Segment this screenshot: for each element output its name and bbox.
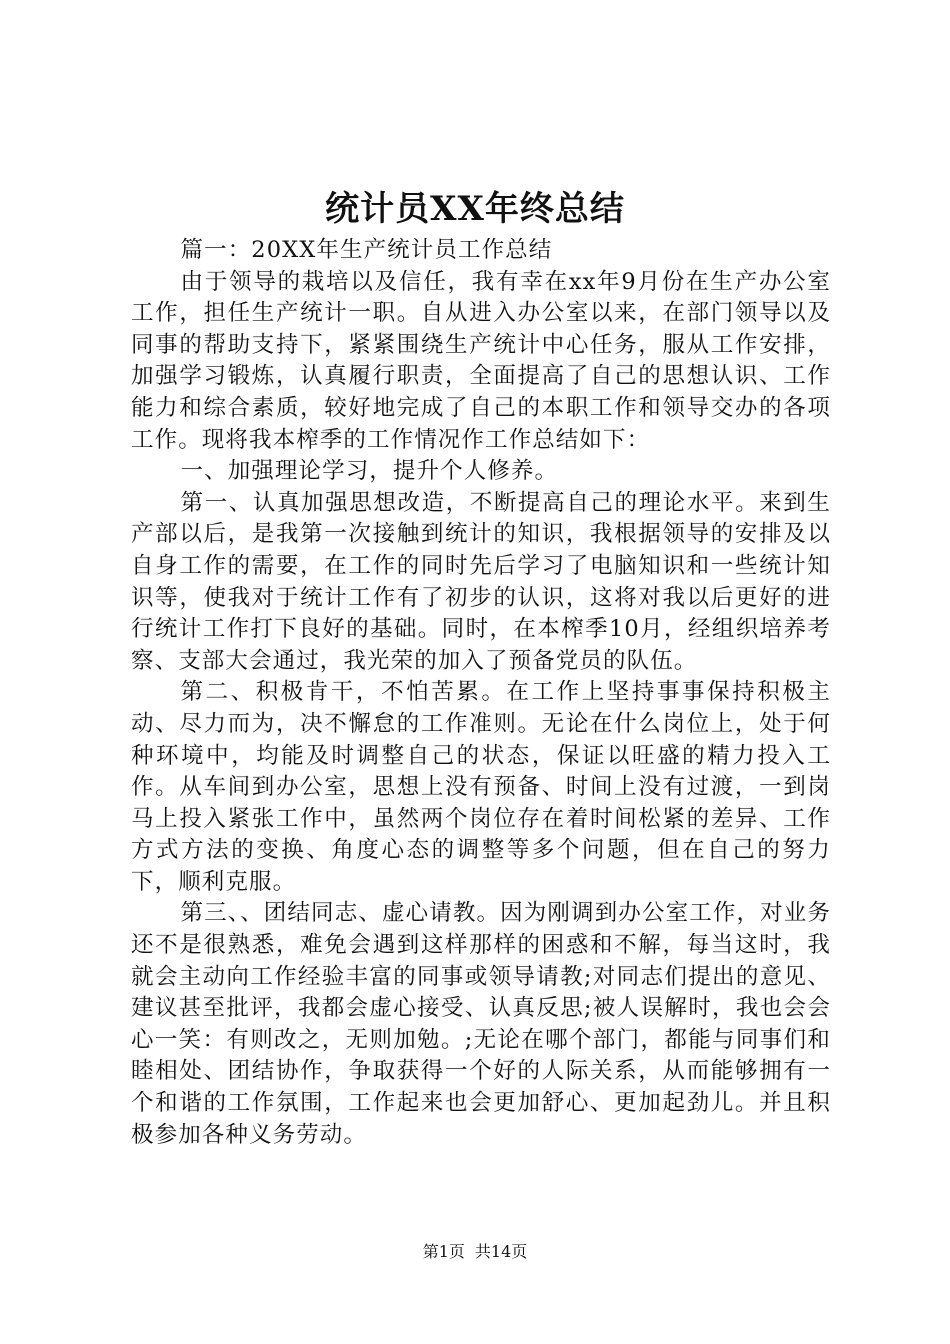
page-number: 第1页 <box>422 1242 465 1261</box>
paragraph-first: 第一、认真加强思想改造，不断提高自己的理论水平。来到生产部以后，是我第一次接触到统计的知识，我根据领导的安排及以自身工作的需要，在工作的同时先后学习了电脑知识和一些统计知识等，使我对于统计工作有了初步的认识，这将对我以后更好的进行统计工作打下良好的基础。同时，在本榨季10月，经组织培养考察、支部大会通过，我光荣的加入了预备党员的队伍。 <box>131 489 831 674</box>
paragraph-second: 第二、积极肯干，不怕苦累。在工作上坚持事事保持积极主动、尽力而为，决不懈怠的工作准则。无论在什么岗位上，处于何种环境中，均能及时调整自己的状态，保证以旺盛的精力投入工作。从车间到办公室，思想上没有预备、时间上没有过渡，一到岗马上投入紧张工作中，虽然两个岗位存在着时间松紧的差异、工作方式方法的变换、角度心态的调整等多个问题，但在自己的努力下，顺利克服。 <box>131 679 831 895</box>
page-total: 共14页 <box>474 1242 528 1261</box>
section-heading: 篇一：20XX年生产统计员工作总结 <box>180 237 553 263</box>
paragraph-third: 第三、、团结同志、虚心请教。因为刚调到办公室工作，对业务还不是很熟悉，难免会遇到这样那样的困惑和不解，每当这时，我就会主动向工作经验丰富的同事或领导请教;对同志们提出的意见、建议甚至批评，我都会虚心接受、认真反思;被人误解时，我也会会心一笑：有则改之，无则加勉。;无论在哪个部门，都能与同事们和睦相处、团结协作，争取获得一个好的人际关系，从而能够拥有一个和谐的工作氛围，工作起来也会更加舒心、更加起劲儿。并且积极参加各种义务劳动。 <box>131 900 831 1148</box>
page-footer <box>0 1240 950 1264</box>
intro-paragraph: 由于领导的栽培以及信任，我有幸在xx年9月份在生产办公室工作，担任生产统计一职。自从进入办公室以来，在部门领导以及同事的帮助支持下，紧紧围绕生产统计中心任务，服从工作安排，加强学习锻炼，认真履行职责，全面提高了自己的思想认识、工作能力和综合素质，较好地完成了自己的本职工作和领导交办的各项工作。现将我本榨季的工作情况作工作总结如下： <box>131 268 831 453</box>
document-body <box>131 235 831 1151</box>
subsection-heading: 一、加强理论学习，提升个人修养。 <box>180 458 559 485</box>
document-title: 统计员XX年终总结 <box>325 189 625 229</box>
